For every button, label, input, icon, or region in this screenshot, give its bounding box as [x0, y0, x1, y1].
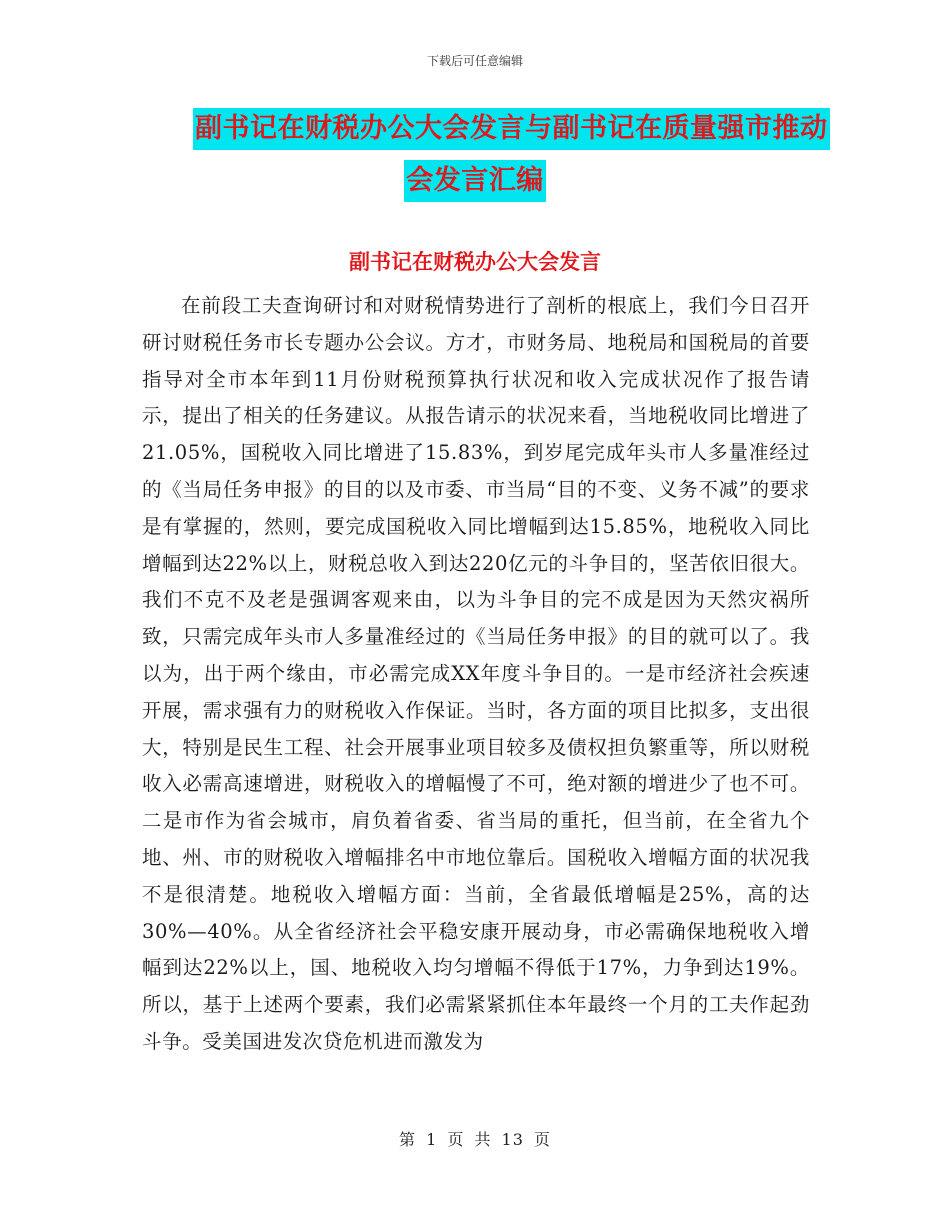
document-title-row-1: [0, 108, 950, 160]
section-heading: 副书记在财税办公大会发言: [349, 249, 601, 274]
document-title-line-2: 会发言汇编: [404, 160, 546, 202]
document-title-line-1: 副书记在财税办公大会发言与副书记在质量强市推动: [193, 108, 830, 150]
document-title-row-2: [0, 160, 950, 212]
page-footer-number: 第 1 页 共 13 页: [399, 1130, 551, 1149]
body-paragraph: 在前段工夫查询研讨和对财税情势进行了剖析的根底上，我们今日召开研讨财税任务市长专题办公会议。方才，市财务局、地税局和国税局的首要指导对全市本年到11月份财税预算执行状况和收入完成状况作了报告请示，提出了相关的任务建议。从报告请示的状况来看，当地税收同比增进了21.05%，国税收入同比增进了15.83%，到岁尾完成年头市人多量准经过的《当局任务申报》的目的以及市委、市当局“目的不变、义务不减”的要求是有掌握的，然则，要完成国税收入同比增幅到达15.85%，地税收入同比增幅到达22%以上，财税总收入到达220亿元的斗争目的，坚苦依旧很大。我们不克不及老是强调客观来由，以为斗争目的完不成是因为天然灾祸所致，只需完成年头市人多量准经过的《当局任务申报》的目的就可以了。我以为，出于两个缘由，市必需完成XX年度斗争目的。一是市经济社会疾速开展，需求强有力的财税收入作保证。当时，各方面的项目比拟多，支出很大，特别是民生工程、社会开展事业项目较多及债权担负繁重等，所以财税收入必需高速增进，财税收入的增幅慢了不可，绝对额的增进少了也不可。二是市作为省会城市，肩负着省委、省当局的重托，但当前，在全省九个地、州、市的财税收入增幅排名中市地位靠后。国税收入增幅方面的状况我不是很清楚。地税收入增幅方面：当前，全省最低增幅是25%，高的达30%—40%。从全省经济社会平稳安康开展动身，市必需确保地税收入增幅到达22%以上，国、地税收入均匀增幅不得低于17%，力争到达19%。所以，基于上述两个要素，我们必需紧紧抓住本年最终一个月的工夫作起劲斗争。受美国进发次贷危机进而激发为: [142, 294, 810, 1053]
document-title: [0, 108, 950, 212]
page-header-note: 下载后可任意编辑: [426, 54, 523, 68]
